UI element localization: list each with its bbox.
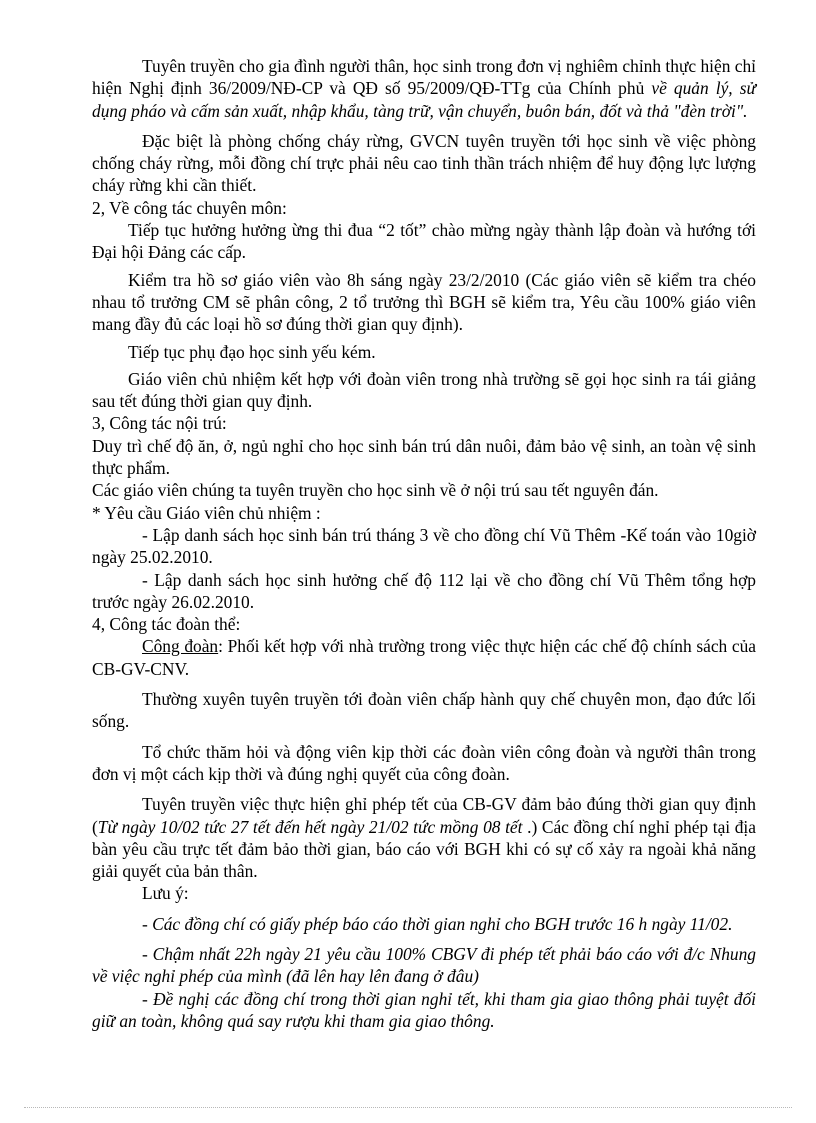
list-item-boarding-list: - Lập danh sách học sinh bán trú tháng 3 về cho đồng chí Vũ Thêm -Kế toán vào 10giờ ngày 25.02.2010. — [92, 524, 756, 568]
paragraph-text: Tuyên truyền cho gia đình người thân, học sinh trong đơn vị nghiêm chỉnh thực hiện chỉ hiện Nghị định 36/2009/NĐ-CP và QĐ số 95/2009/QĐ-TTg của Chính phủ — [92, 56, 756, 99]
paragraph-trade-union — [92, 635, 756, 680]
section-heading-unions: 4, Công tác đoàn thể: — [92, 614, 241, 635]
trade-union-label: Công đoàn — [142, 636, 219, 657]
paragraph-records-check: Kiểm tra hồ sơ giáo viên vào 8h sáng ngày 23/2/2010 (Các giáo viên sẽ kiểm tra chéo nhau tổ trưởng CM sẽ phân công, 2 tổ trưởng thì BGH sẽ kiểm tra, Yêu cầu 100% giáo viên mang đầy đủ các loại hồ sơ đúng thời gian quy định). — [92, 269, 756, 335]
paragraph-propaganda-fireworks — [92, 55, 756, 122]
note-item-report-deadline: - Chậm nhất 22h ngày 21 yêu cầu 100% CBGV đi phép tết phải báo cáo với đ/c Nhung về việc nghỉ phép của mình (đã lên hay lên đang ở đâu) — [92, 943, 756, 987]
paragraph-homeroom: Giáo viên chủ nhiệm kết hợp với đoàn viên trong nhà trường sẽ gọi học sinh ra tái giảng sau tết đúng thời gian quy định. — [92, 368, 756, 412]
paragraph-leave — [92, 793, 756, 882]
paragraph-italic-text: về quản lý, sử dụng pháo và cấm sản xuất, nhập khẩu, tàng trữ, vận chuyển, buôn bán, đốt và thả "đèn trời". — [92, 78, 756, 121]
paragraph-emulation: Tiếp tục hưởng hưởng ừng thi đua “2 tốt” chào mừng ngày thành lập đoàn và hướng tới Đại hội Đảng các cấp. — [92, 220, 756, 263]
list-item-regime-112-list: - Lập danh sách học sinh hưởng chế độ 112 lại về cho đồng chí Vũ Thêm tổng hợp trước ngày 26.02.2010. — [92, 569, 756, 612]
footer-divider — [24, 1107, 792, 1108]
paragraph-tutoring: Tiếp tục phụ đạo học sinh yếu kém. — [128, 341, 376, 362]
paragraph-boarding-propaganda: Các giáo viên chúng ta tuyên truyền cho học sinh về ở nội trú sau tết nguyên đán. — [92, 480, 659, 501]
paragraph-visits: Tổ chức thăm hỏi và động viên kịp thời các đoàn viên công đoàn và người thân trong đơn vị một cách kịp thời và đúng nghị quyết của công đoàn. — [92, 741, 756, 784]
paragraph-requirements: * Yêu cầu Giáo viên chủ nhiệm : — [92, 502, 321, 523]
note-item-traffic-safety: - Đề nghị các đồng chí trong thời gian nghỉ tết, khi tham gia giao thông phải tuyệt đối giữ an toàn, không quá say rượu khi tham gia giao thông. — [92, 988, 756, 1031]
paragraph-text: : Phối kết hợp với nhà trường trong việc thực hiện các chế độ chính sách của CB-GV-CNV. — [92, 636, 756, 679]
section-heading-professional: 2, Về công tác chuyên môn: — [92, 197, 287, 218]
note-heading: Lưu ý: — [142, 883, 189, 904]
paragraph-ethics: Thường xuyên tuyên truyền tới đoàn viên chấp hành quy chế chuyên mon, đạo đức lối sống. — [92, 689, 756, 732]
paragraph-forest-fire: Đặc biệt là phòng chống cháy rừng, GVCN tuyên truyền tới học sinh về việc phòng chống cháy rừng, mỗi đồng chí trực phải nêu cao tinh thần trách nhiệm để huy động lực lượng cháy rừng khi cần thiết. — [92, 130, 756, 196]
section-heading-boarding: 3, Công tác nội trú: — [92, 413, 227, 434]
paragraph-italic-text: Từ ngày 10/02 tức 27 tết đến hết ngày 21/02 tức mồng 08 tết — [97, 816, 528, 837]
paragraph-text: .) Các đồng chí nghỉ phép tại địa bàn yêu cầu trực tết đảm bảo thời gian, báo cáo với BGH khi có sự cố xảy ra ngoài khả năng giải quyết của bản thân. — [92, 816, 756, 882]
document-body — [92, 55, 756, 1032]
paragraph-boarding-regime: Duy trì chế độ ăn, ở, ngủ nghỉ cho học sinh bán trú dân nuôi, đảm bảo vệ sinh, an toàn vệ sinh thực phẩm. — [92, 435, 756, 479]
note-item-leave-report: - Các đồng chí có giấy phép báo cáo thời gian nghỉ cho BGH trước 16 h ngày 11/02. — [142, 913, 733, 934]
paragraph-text: Tuyên truyền việc thực hiện ghỉ phép tết của CB-GV đảm bảo đúng thời gian quy định ( — [92, 794, 756, 837]
